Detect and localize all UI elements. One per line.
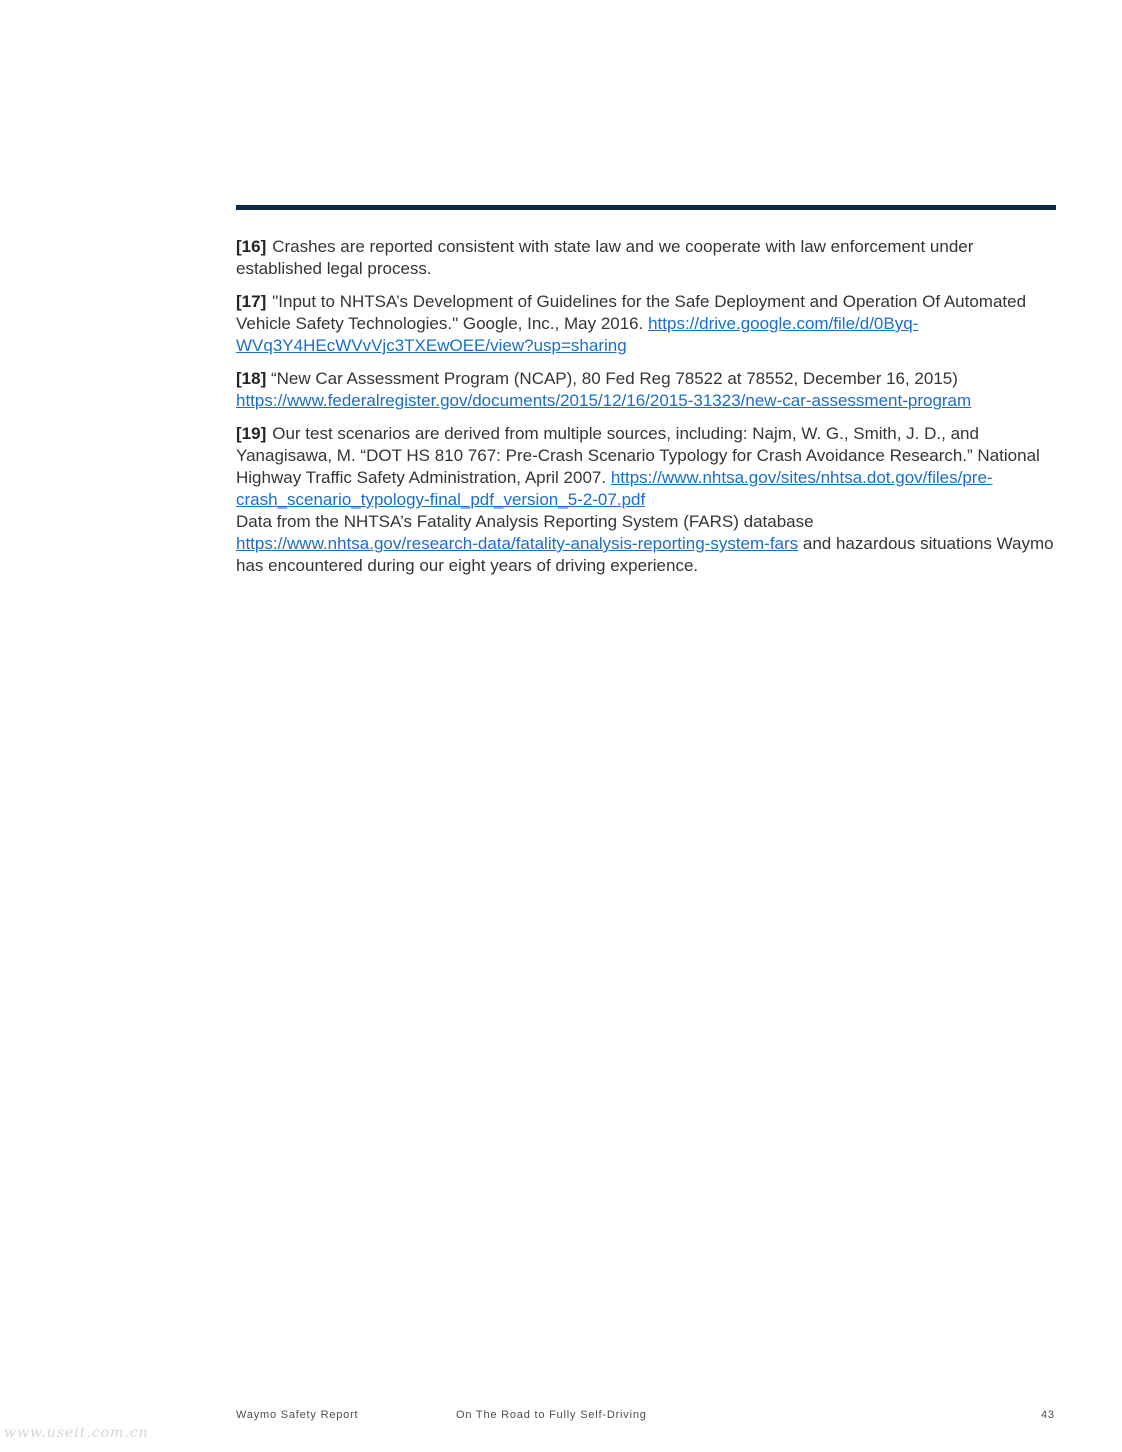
header-rule [236, 205, 1056, 210]
reference-number: [18] [236, 369, 267, 388]
reference-text: Crashes are reported consistent with state law and we cooperate with law enforcement under established legal process. [236, 237, 974, 278]
reference-link[interactable]: https://drive.google.com/file/d/0Byq-WVq3Y4HEcWVvVjc3TXEwOEE/view?usp=sharing [236, 314, 919, 355]
reference-text-continued: Data from the NHTSA’s Fatality Analysis Reporting System (FARS) database [236, 512, 814, 531]
page-number: 43 [1041, 1409, 1055, 1421]
reference-text-tail: and hazardous situations Waymo has encountered during our eight years of driving experience. [236, 534, 1054, 575]
reference-link[interactable]: https://www.federalregister.gov/documents/2015/12/16/2015-31323/new-car-assessment-program [236, 391, 972, 410]
footer-section-title: On The Road to Fully Self-Driving [456, 1409, 647, 1421]
reference-text: Our test scenarios are derived from multiple sources, including: Najm, W. G., Smith, J. D., and Yanagisawa, M. “DOT HS 810 767: Pre-Crash Scenario Typology for Crash Avoidance Research.” National Highway Traffic Safety Administration, April 2007. [236, 424, 1040, 487]
references-list [236, 236, 1058, 588]
watermark: www.useit.com.cn [4, 1425, 149, 1441]
reference-number: [17] [236, 292, 267, 311]
reference-19 [236, 423, 1058, 577]
reference-link-fars[interactable]: https://www.nhtsa.gov/research-data/fatality-analysis-reporting-system-fars [236, 534, 799, 553]
reference-17 [236, 291, 1058, 357]
footer-report-title: Waymo Safety Report [236, 1409, 359, 1421]
reference-16 [236, 236, 1058, 280]
reference-number: [19] [236, 424, 267, 443]
reference-text: “New Car Assessment Program (NCAP), 80 Fed Reg 78522 at 78552, December 16, 2015) [270, 369, 958, 388]
reference-link[interactable]: https://www.nhtsa.gov/sites/nhtsa.dot.gov/files/pre-crash_scenario_typology-final_pdf_version_5-2-07.pdf [236, 468, 993, 509]
reference-18 [236, 368, 1058, 412]
reference-text: "Input to NHTSA’s Development of Guidelines for the Safe Deployment and Operation Of Automated Vehicle Safety Technologies." Google, Inc., May 2016. [236, 292, 1027, 333]
reference-number: [16] [236, 237, 267, 256]
